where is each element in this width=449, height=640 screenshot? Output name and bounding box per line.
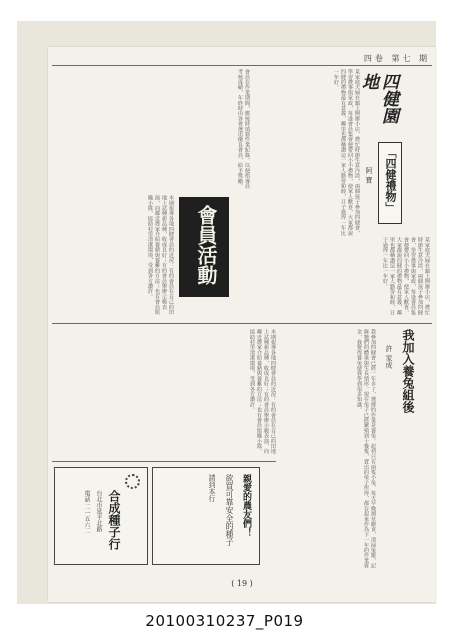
ad-seeds-title: 親愛的農友們！ [241,474,251,537]
article1-body: 某家庭夫婦在鎮上開辦小店，農忙時節生意冷淡，兩個孩子參加四健會，學習農事與家政，每逢會員集會便帶回小小禮物，使家人歡喜，大家都說四健的禮物最有意義，鄰里也都稱讚這一家人勤勞和睦，日子過得一年比一年好。 [333,69,360,236]
article2-title: 會員活動 [194,205,218,285]
article2-title-box [179,197,229,297]
article2-continued: 本期報導各地四健會員的近況：有的會員在自己的田地上試種新品種，收成良好；有的會員舉辦示範表演，向鄰近農家介紹養豬與養雞的方法；也有會員組織小隊，協助村里清潔環境，受到各方讚許。 [249,329,276,454]
page-number: ( 19 ) [231,579,253,588]
article1-title-box [378,142,402,224]
lower-rule [52,461,276,462]
ad-seeds-box [152,467,260,565]
scan-background [17,21,436,604]
article2-body: 本期報導各地四健會員的近況：有的會員在自己的田地上試種新品種，收成良好；有的會員舉辦示範表演，向鄰近農家介紹養豬與養雞的方法；也有會員組織小隊，協助村里清潔環境，受到各方讚許。 [147,195,174,315]
article3-author: 許 家成 [385,345,393,369]
magazine-page [48,47,436,602]
column-text: 會員在作業期間，應按時填寫作業紀錄，以便指導員考核成績，年終時由各會選出優良會員，給予獎勵。 [237,69,250,189]
article1-title: 「四健禮物」 [384,147,397,213]
ad-seeds-line2: 請到本行 [208,474,216,502]
ad-seeds-line1: 欲買可靠安全的種子 [225,474,234,546]
ad-shop-line1: 台北市延平北路 [95,490,102,532]
ad-shop-line2: 電話 二一五六二 [83,490,90,534]
scan-caption: 20100310237_P019 [145,612,304,630]
gear-icon [125,474,140,489]
mid-rule [52,323,432,324]
page-header: 四卷 第七 期 [363,54,430,63]
section-title: 四健園地 [358,73,398,124]
header-rule [52,65,432,66]
ad-shop-box [54,467,148,565]
article1-author: 阿 寶 [365,167,373,184]
article3-title: 我加入養兔組後 [401,329,415,413]
article3-body: 我參加四健會已經一年多了，選擇的作業是養兔。起初只有兩隻小兔，每天早晚割草餵食，清掃兔籠，記錄牠們的體重與生長情形。現在兔子已經繁殖到十幾隻，賣出的兔子所得，都存起來作為下一年的作業資金，我覺得養兔使我學到很多知識。 [356,329,376,569]
article1-continued: 某家庭夫婦在鎮上開辦小店，農忙時節生意冷淡，兩個孩子參加四健會，學習農事與家政，每逢會員集會便帶回小小禮物，使家人歡喜，大家都說四健的禮物最有意義，鄰里也都稱讚這一家人勤勞和睦，日子過得一年比一年好。 [382,237,430,315]
ad-shop-title: 合成種子行 [107,490,121,550]
